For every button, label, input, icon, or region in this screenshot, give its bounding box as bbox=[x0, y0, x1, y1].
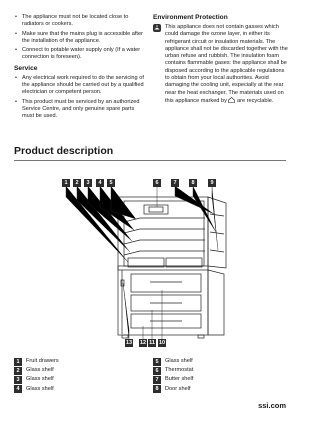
legend-label: Thermostat bbox=[165, 367, 194, 374]
callout-11: 11 bbox=[149, 340, 155, 346]
fridge-compartment bbox=[124, 201, 204, 266]
legend-item bbox=[153, 357, 273, 366]
legend-label: Door shelf bbox=[165, 385, 191, 392]
legend-number: 3 bbox=[14, 376, 22, 384]
legend-item bbox=[153, 366, 273, 375]
callout-12: 12 bbox=[139, 340, 147, 346]
legend-item bbox=[14, 385, 134, 394]
bullet-item: • This product must be serviced by an authorized Service Centre, and only genuine spare parts must be used. bbox=[14, 99, 144, 121]
legend-number: 1 bbox=[14, 358, 22, 366]
legend-left bbox=[14, 357, 134, 394]
legend-number: 7 bbox=[153, 376, 161, 384]
callout-10: 10 bbox=[158, 340, 166, 346]
service-heading: Service bbox=[14, 64, 38, 72]
product-description-title: Product description bbox=[14, 145, 114, 157]
thermostat-panel bbox=[144, 205, 168, 214]
legend-label: Fruit drawers bbox=[26, 358, 59, 364]
legend-label: Glass shelf bbox=[26, 385, 54, 392]
callout-3: 3 bbox=[84, 179, 92, 187]
environment-heading: Environment Protection bbox=[153, 14, 228, 21]
bullet-item: • Connect to potable water supply only (If a water connection is foreseen). bbox=[14, 47, 144, 62]
legend-item bbox=[153, 385, 273, 394]
legend-item bbox=[14, 375, 134, 384]
callout-7: 7 bbox=[171, 179, 179, 187]
callout-1: 1 bbox=[62, 179, 70, 187]
legend-label: Butter shelf bbox=[165, 376, 194, 383]
callout-2: 2 bbox=[73, 179, 81, 187]
callout-5: 5 bbox=[107, 179, 115, 187]
footer-brand: ssi.com bbox=[258, 401, 286, 410]
environment-text: This appliance does not contain gasses which could damage the ozone layer, in either its refrigerant circuit or insulation materials. The appliance shall not be discarded together with the urban refuse and rubbish. The insulation foam contains flammable gases: the appliance shall be disposed according to the applicable regulations to obtain from your local authorities. Avoid damaging the cooling unit, especially at the rear near the heat exchanger. The materials used on this appliance marked by bbox=[165, 24, 288, 104]
bullet-item: • Any electrical work required to do the servicing of the appliance should be carried out by a qualified electrician or competent person. bbox=[14, 75, 144, 97]
legend-number: 5 bbox=[153, 358, 161, 366]
callout-8: 8 bbox=[189, 179, 197, 187]
legend-right bbox=[153, 357, 273, 394]
legend-number: 4 bbox=[14, 385, 22, 393]
environment-text-end: are recyclable. bbox=[237, 97, 274, 104]
legend-item bbox=[14, 357, 134, 366]
legend-item bbox=[153, 375, 273, 384]
legend-item bbox=[14, 366, 134, 375]
callout-4: 4 bbox=[96, 179, 104, 187]
callout-6: 6 bbox=[153, 179, 161, 187]
legend-number: 8 bbox=[153, 385, 161, 393]
legend-label: Glass shelf bbox=[26, 376, 54, 383]
bullet-item: • Make sure that the mains plug is accessible after the installation of the appliance. bbox=[14, 31, 144, 46]
legend-number: 6 bbox=[153, 367, 161, 375]
bullet-item: • The appliance must not be located close to radiators or cookers. bbox=[14, 14, 144, 29]
callout-13: 13 bbox=[125, 340, 133, 346]
legend-label: Glass shelf bbox=[26, 367, 54, 374]
legend-label: Glass shelf bbox=[165, 358, 193, 364]
legend-number: 2 bbox=[14, 367, 22, 375]
callout-9: 9 bbox=[208, 179, 216, 187]
